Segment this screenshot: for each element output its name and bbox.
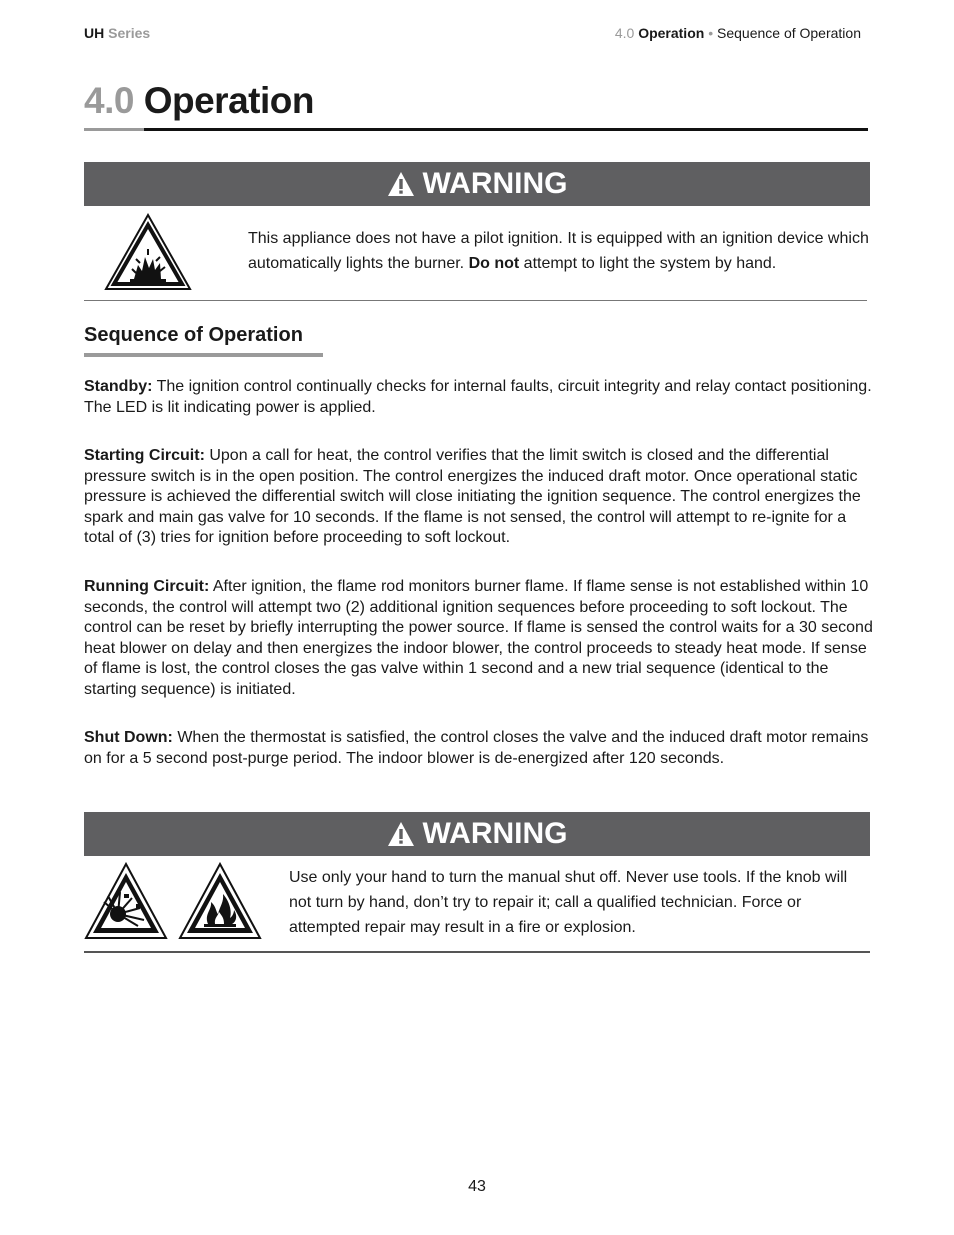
warning-rule-1 [84, 300, 867, 301]
header-breadcrumb [615, 25, 861, 41]
paragraph-text: When the thermostat is satisfied, the control closes the valve and the induced draft motor remains on for a 5 second post-purge period. The indoor blower is de-energized after 120 seconds. [84, 729, 869, 767]
paragraph-label: Standby: [84, 378, 153, 395]
warning-text-2: Use only your hand to turn the manual shut off. Never use tools. If the knob will not turn by hand, don’t try to repair it; call a qualified technician. Force or attempted repair may result in a fire or explosion. [289, 869, 848, 936]
fire-hazard-icon [178, 862, 262, 940]
warning-label-2: WARNING [422, 817, 568, 850]
warning-label-1: WARNING [422, 167, 568, 200]
paragraph-text: The ignition control continually checks for internal faults, circuit integrity and relay contact positioning. The LED is lit indicating power is applied. [84, 378, 872, 416]
warning-triangle-icon [387, 821, 415, 847]
warning-triangle-icon [387, 171, 415, 197]
warning-text-1-part1: This appliance does not have a pilot ignition. It is equipped with an ignition device which automatically lights the burner. [248, 230, 869, 272]
header-series-bold: UH [84, 25, 105, 41]
paragraph-shut-down [84, 728, 874, 769]
paragraph-running-circuit [84, 577, 874, 700]
section-title-rule [84, 353, 323, 357]
warning-banner-1 [84, 162, 870, 206]
warning-rule-2 [84, 951, 870, 953]
page-title-text: Operation [143, 80, 314, 121]
warning-text-1-bold: Do not [468, 255, 520, 272]
paragraph-label: Shut Down: [84, 729, 173, 746]
page-title-number: 4.0 [84, 80, 134, 121]
paragraph-label: Starting Circuit: [84, 447, 205, 464]
header-series [84, 25, 150, 41]
page-number: 43 [468, 1178, 486, 1195]
header-series-gray: Series [108, 25, 151, 41]
warning-text-1 [248, 226, 873, 276]
warning-text-1-part2: attempt to light the system by hand. [519, 255, 777, 272]
breadcrumb-section-num: 4.0 [614, 25, 635, 41]
breadcrumb-subsection: Sequence of Operation [717, 25, 861, 41]
paragraph-label: Running Circuit: [84, 578, 210, 595]
fire-hazard-icon [104, 213, 192, 291]
paragraph-text: Upon a call for heat, the control verifies that the limit switch is closed and the differential pressure switch is in the open position. The control energizes the induced draft motor. Once operational static pressure is achieved the differential switch will close initiating the ignition sequence. The control energizes the spark and main gas valve for 10 seconds. If the flame is not sensed, the control will attempt to re-ignite for a total of (3) tries for ignition before proceeding to soft lockout. [84, 447, 861, 546]
paragraph-starting-circuit [84, 446, 874, 549]
explosion-hazard-icon [84, 862, 168, 940]
warning-banner-2 [84, 812, 870, 856]
page-title [84, 80, 314, 122]
paragraph-standby [84, 377, 874, 418]
breadcrumb-section-name: Operation [638, 25, 705, 41]
title-rule-accent [84, 128, 144, 131]
breadcrumb-bullet: • [708, 25, 714, 41]
section-title: Sequence of Operation [84, 324, 303, 346]
title-rule [144, 128, 868, 131]
paragraph-text: After ignition, the flame rod monitors burner flame. If flame sense is not established within 10 seconds, the control will attempt two (2) additional ignition sequences before proceeding to soft lockout. The control can be reset by briefly interrupting the power source. If flame is sensed the control waits for a 30 second heat blower on delay and then energizes the indoor blower, the control proceeds to steady heat mode. If sense of flame is lost, the control closes the gas valve within 1 second and a new trial sequence (identical to the starting sequence) is initiated. [84, 578, 873, 698]
